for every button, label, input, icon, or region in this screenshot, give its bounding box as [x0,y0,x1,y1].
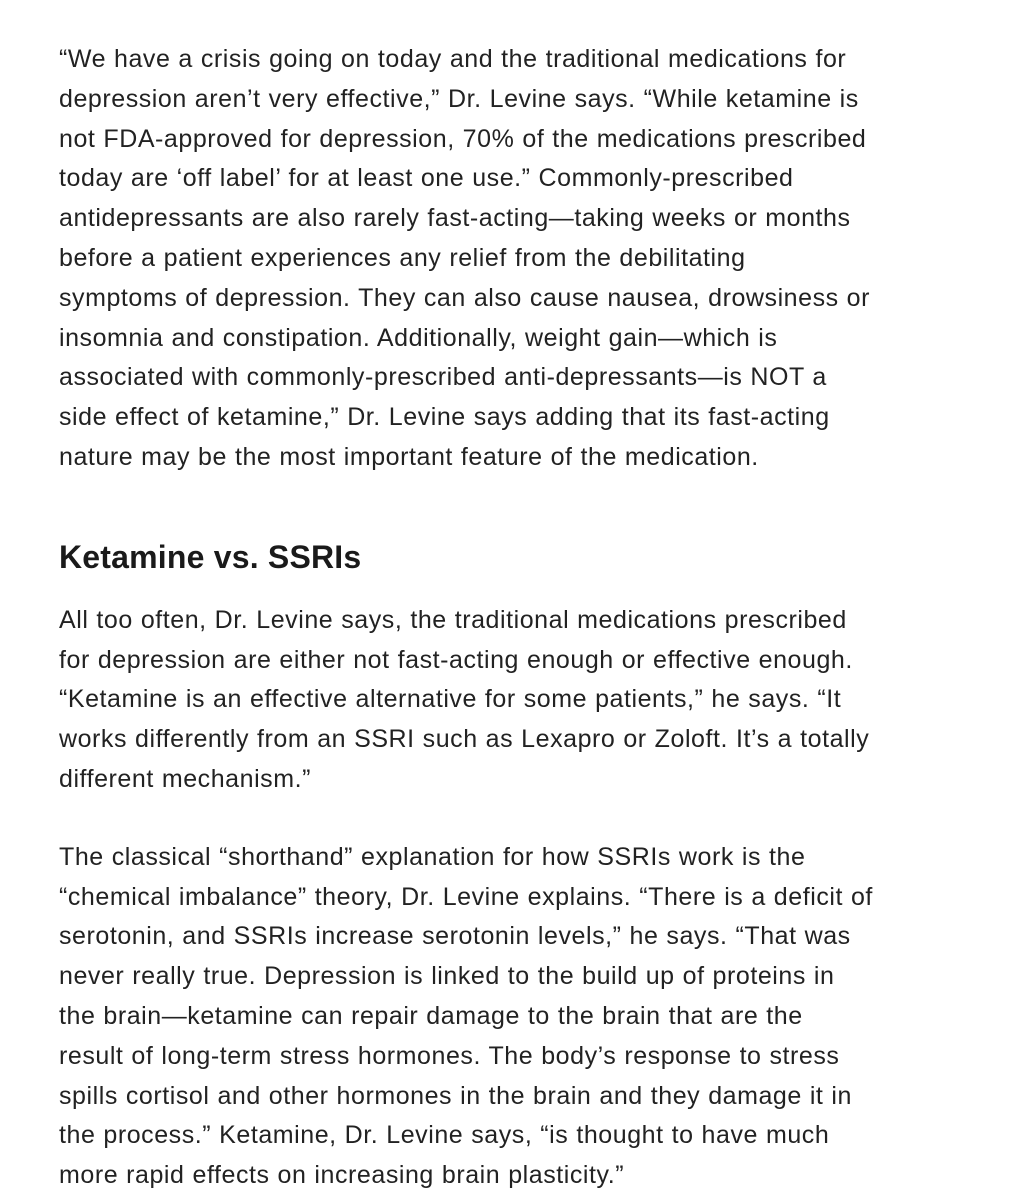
paragraph-alternative [59,601,994,800]
text-line: for depression are either not fast-acting enough or effective enough. [59,645,853,674]
text-line: symptoms of depression. They can also cause nausea, drowsiness or [59,283,871,312]
text-line: before a patient experiences any relief from the debilitating [59,243,746,272]
text-line: depression aren’t very effective,” Dr. Levine says. “While ketamine is [59,84,859,113]
text-line: not FDA-approved for depression, 70% of the medications prescribed [59,124,867,153]
text-line: never really true. Depression is linked to the build up of proteins in [59,962,835,991]
text-line: serotonin, and SSRIs increase serotonin levels,” he says. “That was [59,922,851,951]
text-line: different mechanism.” [59,764,311,793]
text-line: works differently from an SSRI such as Lexapro or Zoloft. It’s a totally [59,725,870,754]
paragraph-chemical-imbalance [59,838,994,1196]
text-line: “We have a crisis going on today and the traditional medications for [59,45,847,73]
text-line: insomnia and constipation. Additionally, weight gain—which is [59,323,778,352]
text-line: “Ketamine is an effective alternative for some patients,” he says. “It [59,685,842,714]
text-line: nature may be the most important feature of the medication. [59,442,759,471]
text-line: The classical “shorthand” explanation for how SSRIs work is the [59,842,806,871]
text-line: more rapid effects on increasing brain plasticity.” [59,1161,625,1190]
text-line: the brain—ketamine can repair damage to the brain that are the [59,1001,803,1030]
text-line: associated with commonly-prescribed anti-depressants—is NOT a [59,363,827,392]
text-line: today are ‘off label’ for at least one use.” Commonly-prescribed [59,164,794,193]
text-line: the process.” Ketamine, Dr. Levine says, “is thought to have much [59,1121,830,1150]
text-line: spills cortisol and other hormones in the brain and they damage it in [59,1081,852,1110]
article-body [59,40,994,1196]
text-line: antidepressants are also rarely fast-acting—taking weeks or months [59,204,851,233]
text-line: side effect of ketamine,” Dr. Levine says adding that its fast-acting [59,403,830,432]
text-line: “chemical imbalance” theory, Dr. Levine explains. “There is a deficit of [59,882,873,911]
text-line: All too often, Dr. Levine says, the traditional medications prescribed [59,605,847,634]
text-line: result of long-term stress hormones. The body’s response to stress [59,1041,840,1070]
section-heading: Ketamine vs. SSRIs [59,538,362,575]
paragraph-crisis [59,40,994,478]
